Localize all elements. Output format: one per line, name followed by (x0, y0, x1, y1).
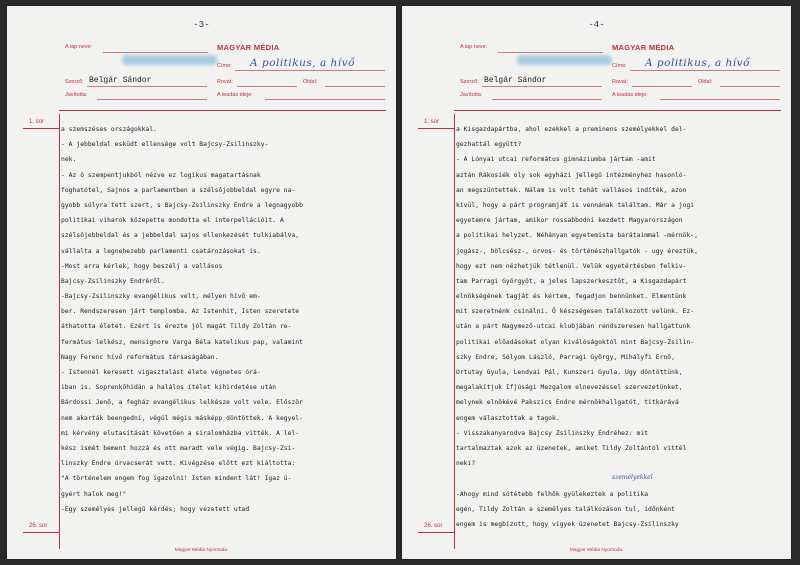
author-name: Belgár Sándor (484, 76, 547, 85)
text-line: elnökségének tagját és kértem, fegadjon bennünket. Elmentünk (456, 293, 687, 301)
text-line: -Bajcsy-Zsilinszky evangélikus velt, mélyen hívő em- (61, 293, 261, 301)
text-line: - Istennél keresett vigasztalást élete végnetes órá- (61, 369, 261, 376)
text-line: Nagy Ferenc hívő református társaságában. (61, 353, 219, 361)
text-line: kész ismét bement hozzá és ott maradt vele végig. Bajcsy-Zsi- (61, 444, 296, 452)
leadas-line (660, 99, 780, 100)
text-line (456, 471, 781, 486)
author-name: Belgár Sándor (89, 76, 152, 85)
text-line: hogy ezt nem nézhetjük tétlenül. Velük egyetértésben felkiv- (456, 262, 687, 270)
typed-text (61, 122, 386, 517)
oldal-line (720, 86, 780, 87)
text-line: szky Endre, Sólyom László, Parragi György, Mihályfi Ernő, (456, 353, 675, 361)
text-line: - Visszakanyarodva Bajcsy Zsilinszky Endréhez: mit (456, 429, 649, 437)
szerzo-line (87, 86, 207, 87)
first-row-line (418, 128, 454, 129)
text-line: gyért halok meg!" (61, 490, 127, 498)
text-line: tartalmaztak azok az üzenetek, amiket Tildy Zoltántól vittél (456, 444, 687, 452)
text-line: áthatotta életét. Ezért is érezte jól magát Tildy Zoltán re- (61, 323, 292, 331)
handwritten-title: A politikus, a hívő (250, 57, 355, 69)
first-row-mark: 1. sor (29, 119, 45, 125)
text-line: - A jebbeldal esküdt ellensége volt Bajcsy-Zsilinszky- (61, 141, 269, 149)
text-line: foghatótel, Sajnos a parlamentben a szélsőjobbeldal egyre na- (61, 186, 296, 194)
szerzo-label: Szerző: (65, 79, 84, 85)
rovat-label: Rovat: (217, 79, 233, 85)
printer-footer: Magyar Média Nyomoda. (174, 548, 229, 553)
lap-neve-label: A lap neve: (460, 44, 488, 50)
text-line: vállalta a legnehezebb parlamenti csatározásokat is. (61, 247, 261, 255)
typed-text (456, 122, 781, 532)
rovat-line (632, 86, 692, 87)
text-line: kívül, hogy a párt programját is vennának találtam. Már a jogi (456, 201, 695, 209)
text-line: nem akarták beengedni, végül mégis másképp döntöttek. A kegyel- (61, 414, 303, 422)
text-line: mit szeretnénk csinálni. Ő készségesen találkozott velünk. Ez- (456, 308, 695, 316)
text-line: megalakítjuk Ifjúsági Mezgalom elnevezéssel szervezetünket, (456, 384, 683, 392)
oldal-label: Oldal: (303, 79, 318, 85)
cim-line (235, 70, 385, 71)
page-number: -3- (193, 20, 210, 30)
manuscript-page-right (402, 6, 791, 559)
text-line: egén, Tildy Zoltán a személyes találkozáson tul, időnként (456, 505, 675, 513)
text-line: Ortutay Gyula, Lendvai Pál, Kunszeri Gyula. Ugy döntöttünk, (456, 369, 683, 376)
last-row-line (23, 532, 59, 533)
lap-neve-line (498, 52, 603, 53)
header-separator (454, 110, 781, 111)
oldal-label: Oldal: (698, 79, 713, 85)
lap-neve-label: A lap neve: (65, 44, 93, 50)
text-line: ber. Rendszeresen járt templomba. Az Istenhit, Isten szeretete (61, 308, 300, 316)
page-number: -4- (588, 20, 605, 30)
javitotta-label: Javította: (460, 92, 483, 98)
javitotta-line (97, 99, 207, 100)
oldal-line (325, 86, 385, 87)
margin-rule (59, 114, 60, 549)
text-line: aztán Rákosiék oly sok egyházi jellegű intézményhez hasonló- (456, 171, 687, 179)
szerzo-line (482, 86, 602, 87)
cim-line (630, 70, 780, 71)
leadas-line (265, 99, 385, 100)
leadas-label: A leadás ideje: (217, 92, 253, 98)
text-line: politikai előadásokat olyan kiválóságoktól mint Bajcsy-Zsilin- (456, 338, 695, 346)
handwritten-title: A politikus, a hívő (645, 57, 750, 69)
szerzo-label: Szerző: (460, 79, 479, 85)
text-line: politikai viharok közepette mondotta el interpellációit. A (61, 217, 284, 225)
header-separator (59, 110, 386, 111)
text-line: mi kérvény elutasítását követően a siralomházba vitték. A lel- (61, 429, 300, 437)
text-line: linszky Endre úrvacserát vett. Kivégzése előtt ezt kiáltotta: (61, 460, 296, 468)
text-line: nek. (61, 156, 77, 164)
javitotta-label: Javította: (65, 92, 88, 98)
text-line: iban is. Soprenkőhidán a halálos ítélet kihirdetése után (61, 384, 277, 392)
cim-label: Címe: (217, 63, 232, 69)
leadas-label: A leadás ideje: (612, 92, 648, 98)
text-line: tam Parragi Györgyöt, a jeles lapszerkesztőt, a Kisgazdapárt (456, 277, 687, 285)
last-row-mark: 26. sor (424, 523, 443, 529)
text-line: Bajcsy-Zsilinszky Endréről. (61, 277, 165, 285)
text-line: gyobb súlyra tett szert, s Bajcsy-Zsilinszky Endre a legnagyobb (61, 201, 303, 209)
text-line: fermátus lelkész, mensignore Varga Béla katelikus pap, valamint (61, 338, 303, 346)
manuscript-page-left (7, 6, 396, 559)
handwritten-note: személyekkel (612, 474, 653, 481)
text-line: an megszüntettek. Nálam is volt tehát vallásos indíték, azon (456, 186, 687, 194)
text-line: szélsőjebbeldal és a jebbeldal sajos ellenkezését tulkiabálva, (61, 232, 300, 240)
printer-footer: Magyar Média Nyomoda. (569, 548, 624, 553)
blurred-redaction (122, 55, 217, 65)
text-line: a szemszéses országokkal. (61, 126, 158, 133)
text-line: -Egy személyes jellegű kérdés; hogy vezetett utad (61, 505, 250, 513)
text-line: a Kisgazdapártba, ahol ezekkel a preminens személyekkel del- (456, 126, 687, 133)
last-row-line (418, 532, 454, 533)
text-line: melynek elnökévé Pakszics Endre mérnökhallgatót, titkárává (456, 399, 679, 407)
last-row-mark: 26. sor (29, 523, 48, 529)
text-line: -Most arra kérlek, hogy beszélj a vallásos (61, 262, 223, 270)
blurred-redaction (517, 55, 612, 65)
first-row-mark: 1. sor (424, 119, 440, 125)
first-row-line (23, 128, 59, 129)
text-line: után a párt Nagymező-utcai klubjában rendszeresen hallgattunk (456, 323, 691, 331)
text-line: neki? (456, 460, 476, 468)
rovat-label: Rovat: (612, 79, 628, 85)
cim-label: Címe: (612, 63, 627, 69)
text-line: jogász-, bölcsész-, orvos- és történészhallgatók - ugy éreztük, (456, 247, 698, 255)
text-line: a politikai helyzet. Néhányan egyetemista barátaimmal -mérnök-, (456, 232, 698, 240)
text-line: -Ahogy mind sötétebb felhők gyülekeztek a politika (456, 490, 649, 498)
text-line: engem is megbízott, hogy vigyek üzenetet Bajcsy-Zsilinszky (456, 520, 679, 528)
javitotta-line (492, 99, 602, 100)
brand-title: MAGYAR MÉDIA (217, 43, 280, 52)
text-line: - Az ő szempentjukból nézve ez logikus magatartásnak (61, 171, 261, 179)
text-line: egyetemre jártam, amikor rossabbodni kezdett Magyarországon (456, 217, 683, 225)
text-line: engem választottak a tagok. (456, 414, 560, 422)
text-line: "A történelem engem fog igazolni! Isten mindent lát! Igaz ü- (61, 475, 292, 483)
rovat-line (237, 86, 297, 87)
text-line: - A Lónyai utcai református gimnáziumba jártam -amit (456, 156, 656, 164)
lap-neve-line (103, 52, 208, 53)
text-line: gezhattál együtt? (456, 141, 522, 149)
text-line: Bárdossi Jenő, a fegház evangélikus lelkésze volt vele. Először (61, 399, 303, 407)
margin-rule (454, 114, 455, 549)
brand-title: MAGYAR MÉDIA (612, 43, 675, 52)
